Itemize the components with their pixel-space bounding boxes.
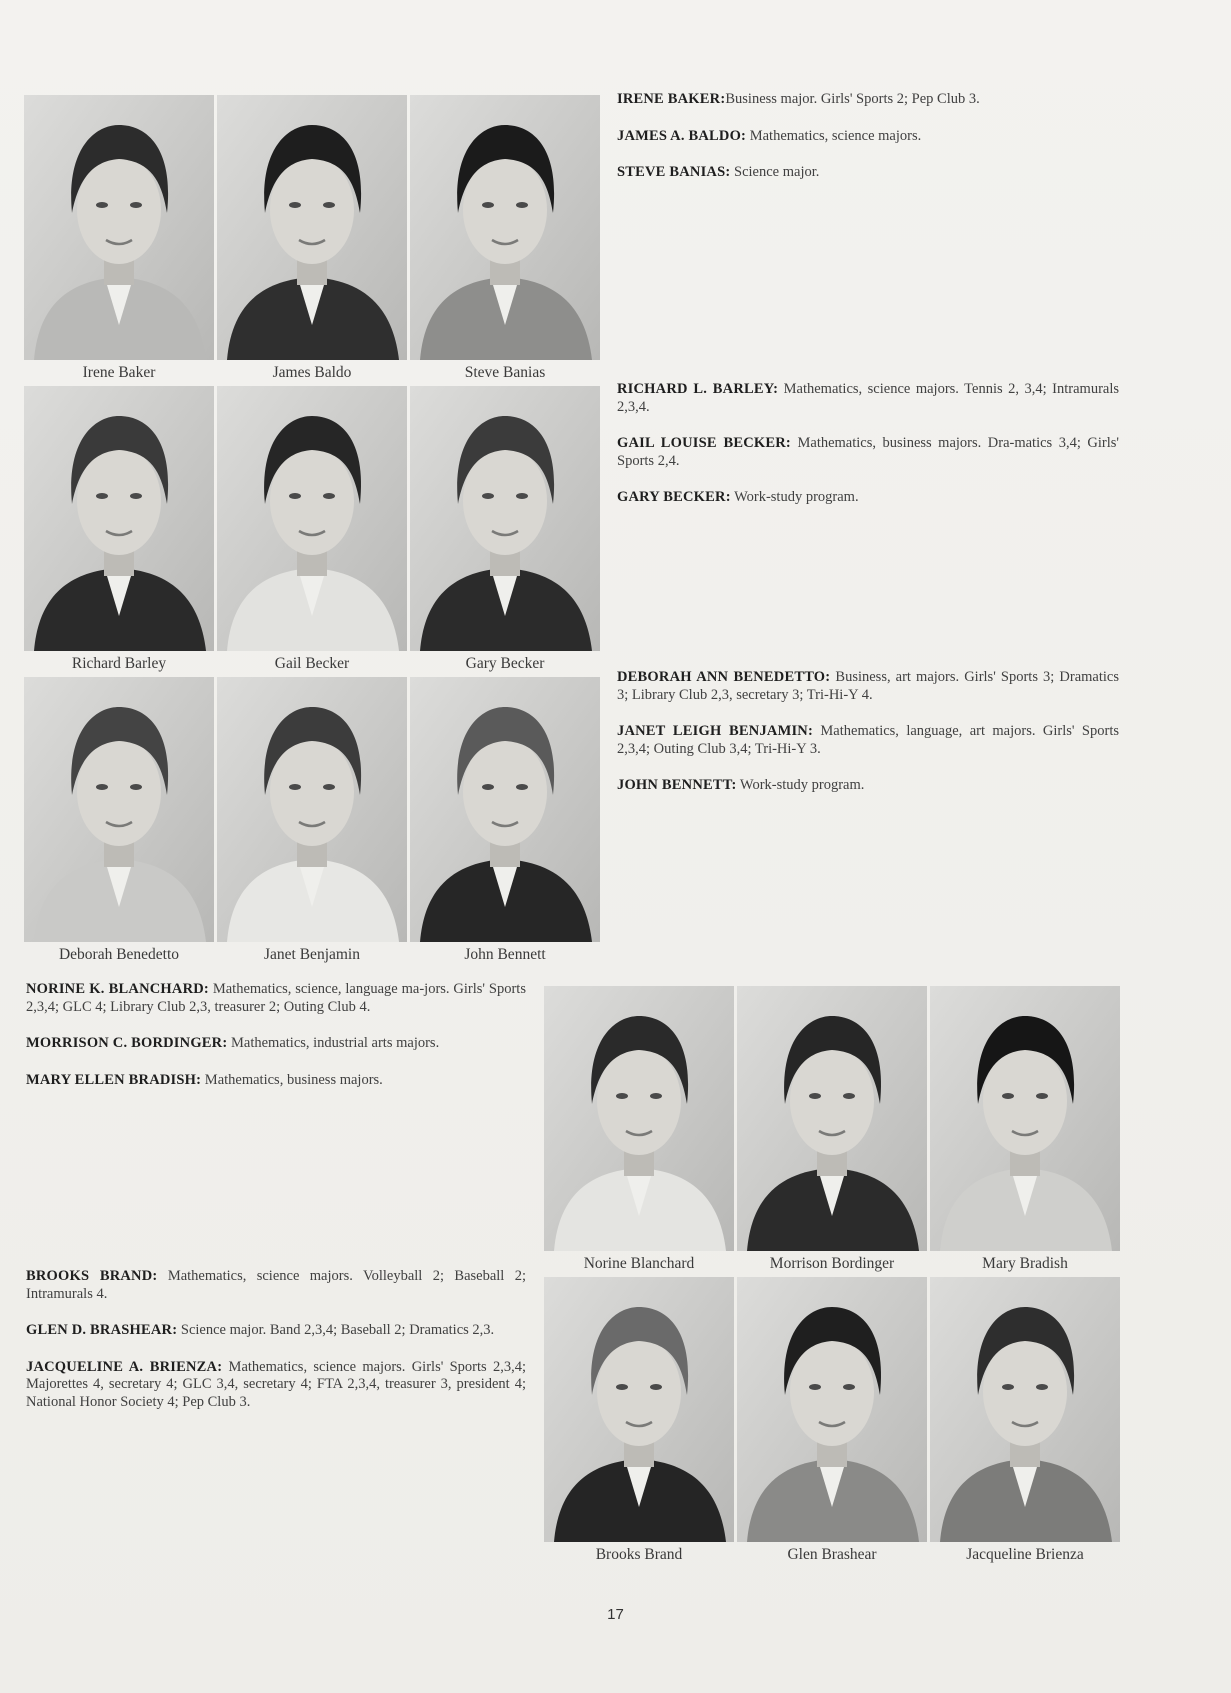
student-name: JAMES A. BALDO:: [617, 127, 747, 144]
portrait-gail-becker: [217, 386, 407, 677]
bio-entry: [617, 164, 1119, 182]
student-name: RICHARD L. BARLEY:: [617, 381, 779, 397]
student-activities: Mathematics, industrial arts majors.: [227, 1035, 440, 1051]
bio-entry: [26, 981, 526, 1016]
student-activities: Mathematics, science, language ma-jors. Girls' Sports 2,3,4; GLC 4; Library Club 2,3, treasurer 2; Outing Club 4.: [26, 981, 526, 1015]
student-activities: Mathematics, language, art majors. Girls' Sports 2,3,4; Outing Club 3,4; Tri-Hi-Y 3.: [617, 723, 1119, 757]
student-name: GLEN D. BRASHEAR:: [26, 1322, 178, 1338]
portrait-caption: Morrison Bordinger: [769, 1255, 895, 1272]
portrait-caption: Norine Blanchard: [583, 1255, 695, 1272]
bio-block-4: [26, 981, 526, 1089]
bio-entry: [26, 1268, 526, 1303]
portrait-photo: [410, 386, 600, 651]
bottom-photo-grid: [544, 986, 1120, 1568]
portrait-brooks-brand: [544, 1277, 734, 1568]
top-photo-grid: [24, 95, 600, 968]
portrait-caption: Janet Benjamin: [264, 946, 360, 963]
bio-block-1: [617, 91, 1119, 182]
portrait-deborah-benedetto: [24, 677, 214, 968]
portrait-photo: [410, 95, 600, 360]
portrait-jacqueline-brienza: [930, 1277, 1120, 1568]
portrait-photo: [24, 677, 214, 942]
portrait-caption: Brooks Brand: [595, 1546, 683, 1563]
portrait-caption: Jacqueline Brienza: [966, 1546, 1084, 1563]
portrait-caption: Richard Barley: [71, 655, 167, 672]
bio-entry: [617, 669, 1119, 704]
portrait-caption: Gail Becker: [274, 655, 350, 672]
portrait-irene-baker: [24, 95, 214, 386]
portrait-john-bennett: [410, 677, 600, 968]
student-activities: Work-study program.: [730, 489, 859, 505]
portrait-janet-benjamin: [217, 677, 407, 968]
student-activities: Mathematics, science majors. Tennis 2, 3,4; Intramurals 2,3,4.: [617, 381, 1120, 415]
student-activities: Mathematics, science majors. Girls' Sports 2,3,4; Majorettes 4, secretary 4; GLC 3,4, secretary 4; FTA 2,3,4, treasurer 3, president 4; National Honor Society 4; Pep Club 3.: [26, 1358, 527, 1410]
bio-entry: [617, 128, 1119, 146]
bio-block-2: [617, 381, 1119, 507]
student-activities: Mathematics, science majors. Volleyball 2; Baseball 2; Intramurals 4.: [26, 1268, 526, 1302]
bio-entry: [617, 777, 1119, 795]
portrait-photo: [930, 1277, 1120, 1542]
portrait-mary-bradish: [930, 986, 1120, 1277]
student-name: MARY ELLEN BRADISH:: [26, 1071, 202, 1088]
student-activities: Mathematics, business majors. Dra-matics 3,4; Girls' Sports 2,4.: [617, 435, 1119, 469]
bio-entry: [26, 1072, 526, 1090]
student-activities: Business major. Girls' Sports 2; Pep Club 3.: [725, 91, 980, 107]
portrait-richard-barley: [24, 386, 214, 677]
portrait-caption: Gary Becker: [465, 655, 545, 672]
bio-entry: [617, 91, 1119, 109]
portrait-photo: [217, 677, 407, 942]
student-name: DEBORAH ANN BENEDETTO:: [617, 669, 831, 685]
portrait-photo: [24, 95, 214, 360]
portrait-caption: Steve Banias: [464, 364, 546, 381]
portrait-caption: Glen Brashear: [787, 1546, 877, 1563]
student-activities: Work-study program.: [736, 777, 865, 793]
bio-block-5: [26, 1268, 526, 1411]
portrait-caption: Irene Baker: [82, 364, 156, 381]
student-activities: Business, art majors. Girls' Sports 3; Dramatics 3; Library Club 2,3, secretary 3; Tri-Hi-Y 4.: [617, 669, 1119, 703]
portrait-photo: [217, 95, 407, 360]
student-name: JANET LEIGH BENJAMIN:: [617, 723, 813, 739]
student-activities: Science major.: [730, 164, 820, 180]
portrait-photo: [737, 986, 927, 1251]
student-name: JOHN BENNETT:: [617, 777, 737, 793]
portrait-steve-banias: [410, 95, 600, 386]
portrait-caption: James Baldo: [272, 364, 352, 381]
portrait-caption: Deborah Benedetto: [58, 946, 180, 963]
student-name: NORINE K. BLANCHARD:: [26, 981, 209, 997]
bio-entry: [617, 489, 1119, 507]
portrait-photo: [24, 386, 214, 651]
portrait-glen-brashear: [737, 1277, 927, 1568]
bio-entry: [26, 1035, 526, 1053]
student-activities: Mathematics, business majors.: [201, 1071, 383, 1088]
bio-entry: [617, 435, 1119, 470]
portrait-james-baldo: [217, 95, 407, 386]
bio-entry: [26, 1359, 526, 1412]
portrait-photo: [217, 386, 407, 651]
student-name: GAIL LOUISE BECKER:: [617, 435, 791, 451]
student-activities: Mathematics, science majors.: [746, 127, 922, 144]
bio-entry: [617, 723, 1119, 758]
bio-block-3: [617, 669, 1119, 795]
portrait-photo: [544, 1277, 734, 1542]
bio-entry: [617, 381, 1119, 416]
student-name: STEVE BANIAS:: [617, 164, 731, 180]
student-name: GARY BECKER:: [617, 489, 731, 505]
portrait-photo: [930, 986, 1120, 1251]
student-name: IRENE BAKER:: [617, 91, 726, 107]
page-number: 17: [607, 1606, 624, 1623]
student-name: JACQUELINE A. BRIENZA:: [26, 1358, 223, 1375]
portrait-photo: [410, 677, 600, 942]
portrait-norine-blanchard: [544, 986, 734, 1277]
student-name: MORRISON C. BORDINGER:: [26, 1035, 228, 1051]
portrait-caption: John Bennett: [464, 946, 546, 963]
portrait-photo: [544, 986, 734, 1251]
portrait-photo: [737, 1277, 927, 1542]
portrait-morrison-bordinger: [737, 986, 927, 1277]
portrait-gary-becker: [410, 386, 600, 677]
portrait-caption: Mary Bradish: [982, 1255, 1068, 1272]
bio-entry: [26, 1322, 526, 1340]
student-name: BROOKS BRAND:: [26, 1268, 158, 1284]
student-activities: Science major. Band 2,3,4; Baseball 2; Dramatics 2,3.: [177, 1322, 495, 1338]
